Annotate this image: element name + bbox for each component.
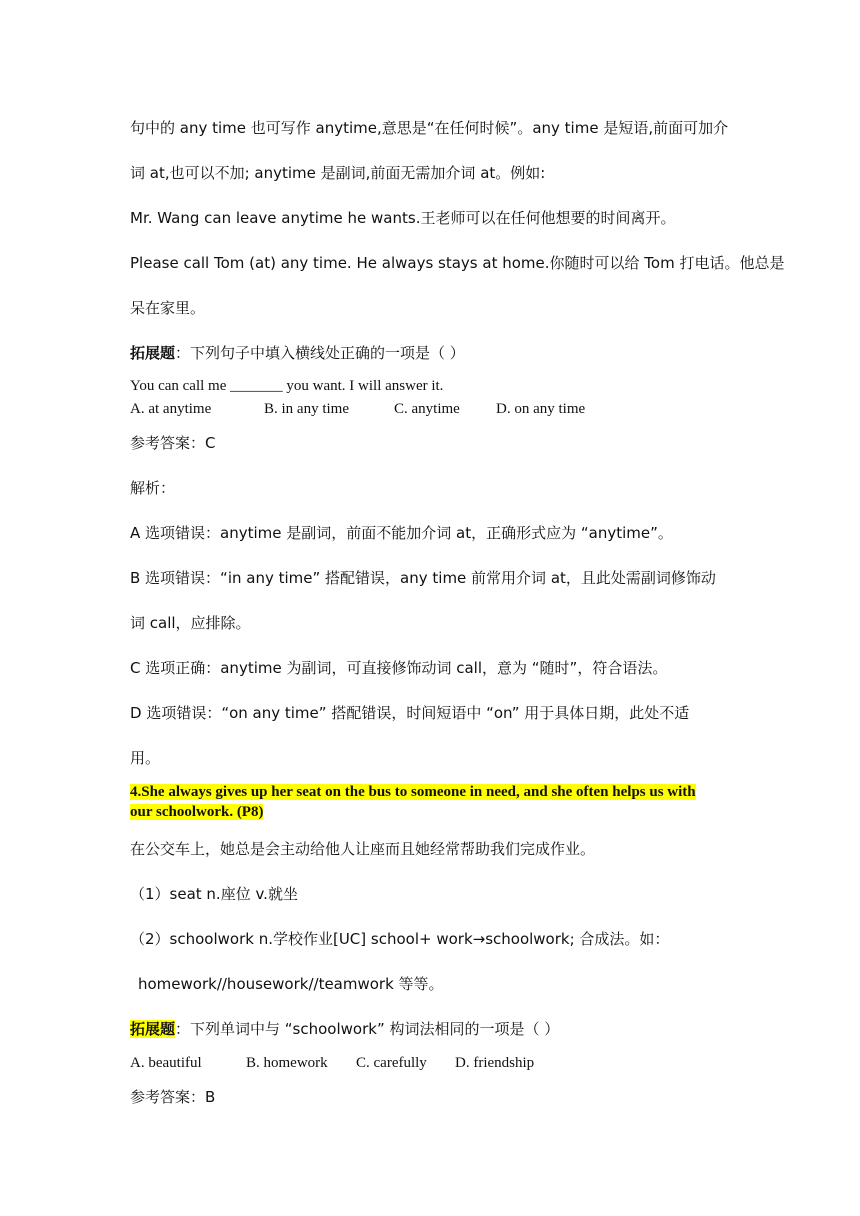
example-sentence-2: Please call Tom (at) any time. He always stays at home.你随时可以给 Tom 打电话。他总是 bbox=[130, 254, 785, 272]
extension-label: 拓展题 bbox=[130, 344, 176, 362]
question-4-heading bbox=[130, 782, 736, 822]
extension-label-highlighted: 拓展题 bbox=[130, 1020, 176, 1038]
example-sentence-1: Mr. Wang can leave anytime he wants.王老师可以在任何他想要的时间离开。 bbox=[130, 209, 676, 227]
extension-question-2 bbox=[130, 1020, 559, 1038]
option-d: D. friendship bbox=[455, 1055, 535, 1071]
option-c: C. anytime bbox=[394, 401, 460, 417]
question-4-line-1: 4.She always gives up her seat on the bus to someone in need, and she often helps us with bbox=[130, 784, 696, 800]
option-a: A. beautiful bbox=[130, 1055, 202, 1071]
vocab-point-2-cont: homework//housework//teamwork 等等。 bbox=[138, 975, 444, 993]
question-4-line-2: our schoolwork. (P8) bbox=[130, 804, 264, 820]
extension-prompt: ：下列句子中填入横线处正确的一项是（ ） bbox=[175, 344, 465, 362]
analysis-b-cont: 词 call，应排除。 bbox=[130, 614, 251, 632]
analysis-d-cont: 用。 bbox=[130, 749, 161, 767]
extension-prompt-2: ：下列单词中与 “schoolwork” 构词法相同的一项是（ ） bbox=[175, 1020, 560, 1038]
example-sentence-2-cont: 呆在家里。 bbox=[130, 299, 206, 317]
analysis-label: 解析： bbox=[130, 479, 176, 497]
option-b: B. in any time bbox=[264, 401, 349, 417]
analysis-c: C 选项正确：anytime 为副词，可直接修饰动词 call，意为 “随时”，符合语法。 bbox=[130, 659, 668, 677]
analysis-a: A 选项错误：anytime 是副词，前面不能加介词 at，正确形式应为 “anytime”。 bbox=[130, 524, 673, 542]
vocab-point-2: （2）schoolwork n.学校作业[UC] school+ work→schoolwork; 合成法。如： bbox=[130, 930, 670, 948]
options-row-1 bbox=[130, 400, 585, 418]
option-d: D. on any time bbox=[496, 401, 586, 417]
vocab-point-1: （1）seat n.座位 v.就坐 bbox=[130, 885, 298, 903]
paragraph-line-1: 句中的 any time 也可写作 anytime,意思是“在任何时候”。any time 是短语,前面可加介 bbox=[130, 119, 729, 137]
paragraph-line-2: 词 at,也可以不加; anytime 是副词,前面无需加介词 at。例如: bbox=[130, 164, 546, 182]
option-b: B. homework bbox=[246, 1055, 328, 1071]
question-4-translation: 在公交车上，她总是会主动给他人让座而且她经常帮助我们完成作业。 bbox=[130, 840, 596, 858]
extension-question-1 bbox=[130, 344, 465, 362]
option-a: A. at anytime bbox=[130, 401, 212, 417]
answer-1: 参考答案：C bbox=[130, 434, 216, 452]
question-sentence: You can call me _______ you want. I will answer it. bbox=[130, 378, 444, 394]
options-row-2 bbox=[130, 1054, 534, 1072]
analysis-d: D 选项错误：“on any time” 搭配错误，时间短语中 “on” 用于具体日期，此处不适 bbox=[130, 704, 690, 722]
answer-2: 参考答案：B bbox=[130, 1088, 216, 1106]
option-c: C. carefully bbox=[356, 1055, 427, 1071]
analysis-b: B 选项错误：“in any time” 搭配错误，any time 前常用介词 at，且此处需副词修饰动 bbox=[130, 569, 716, 587]
